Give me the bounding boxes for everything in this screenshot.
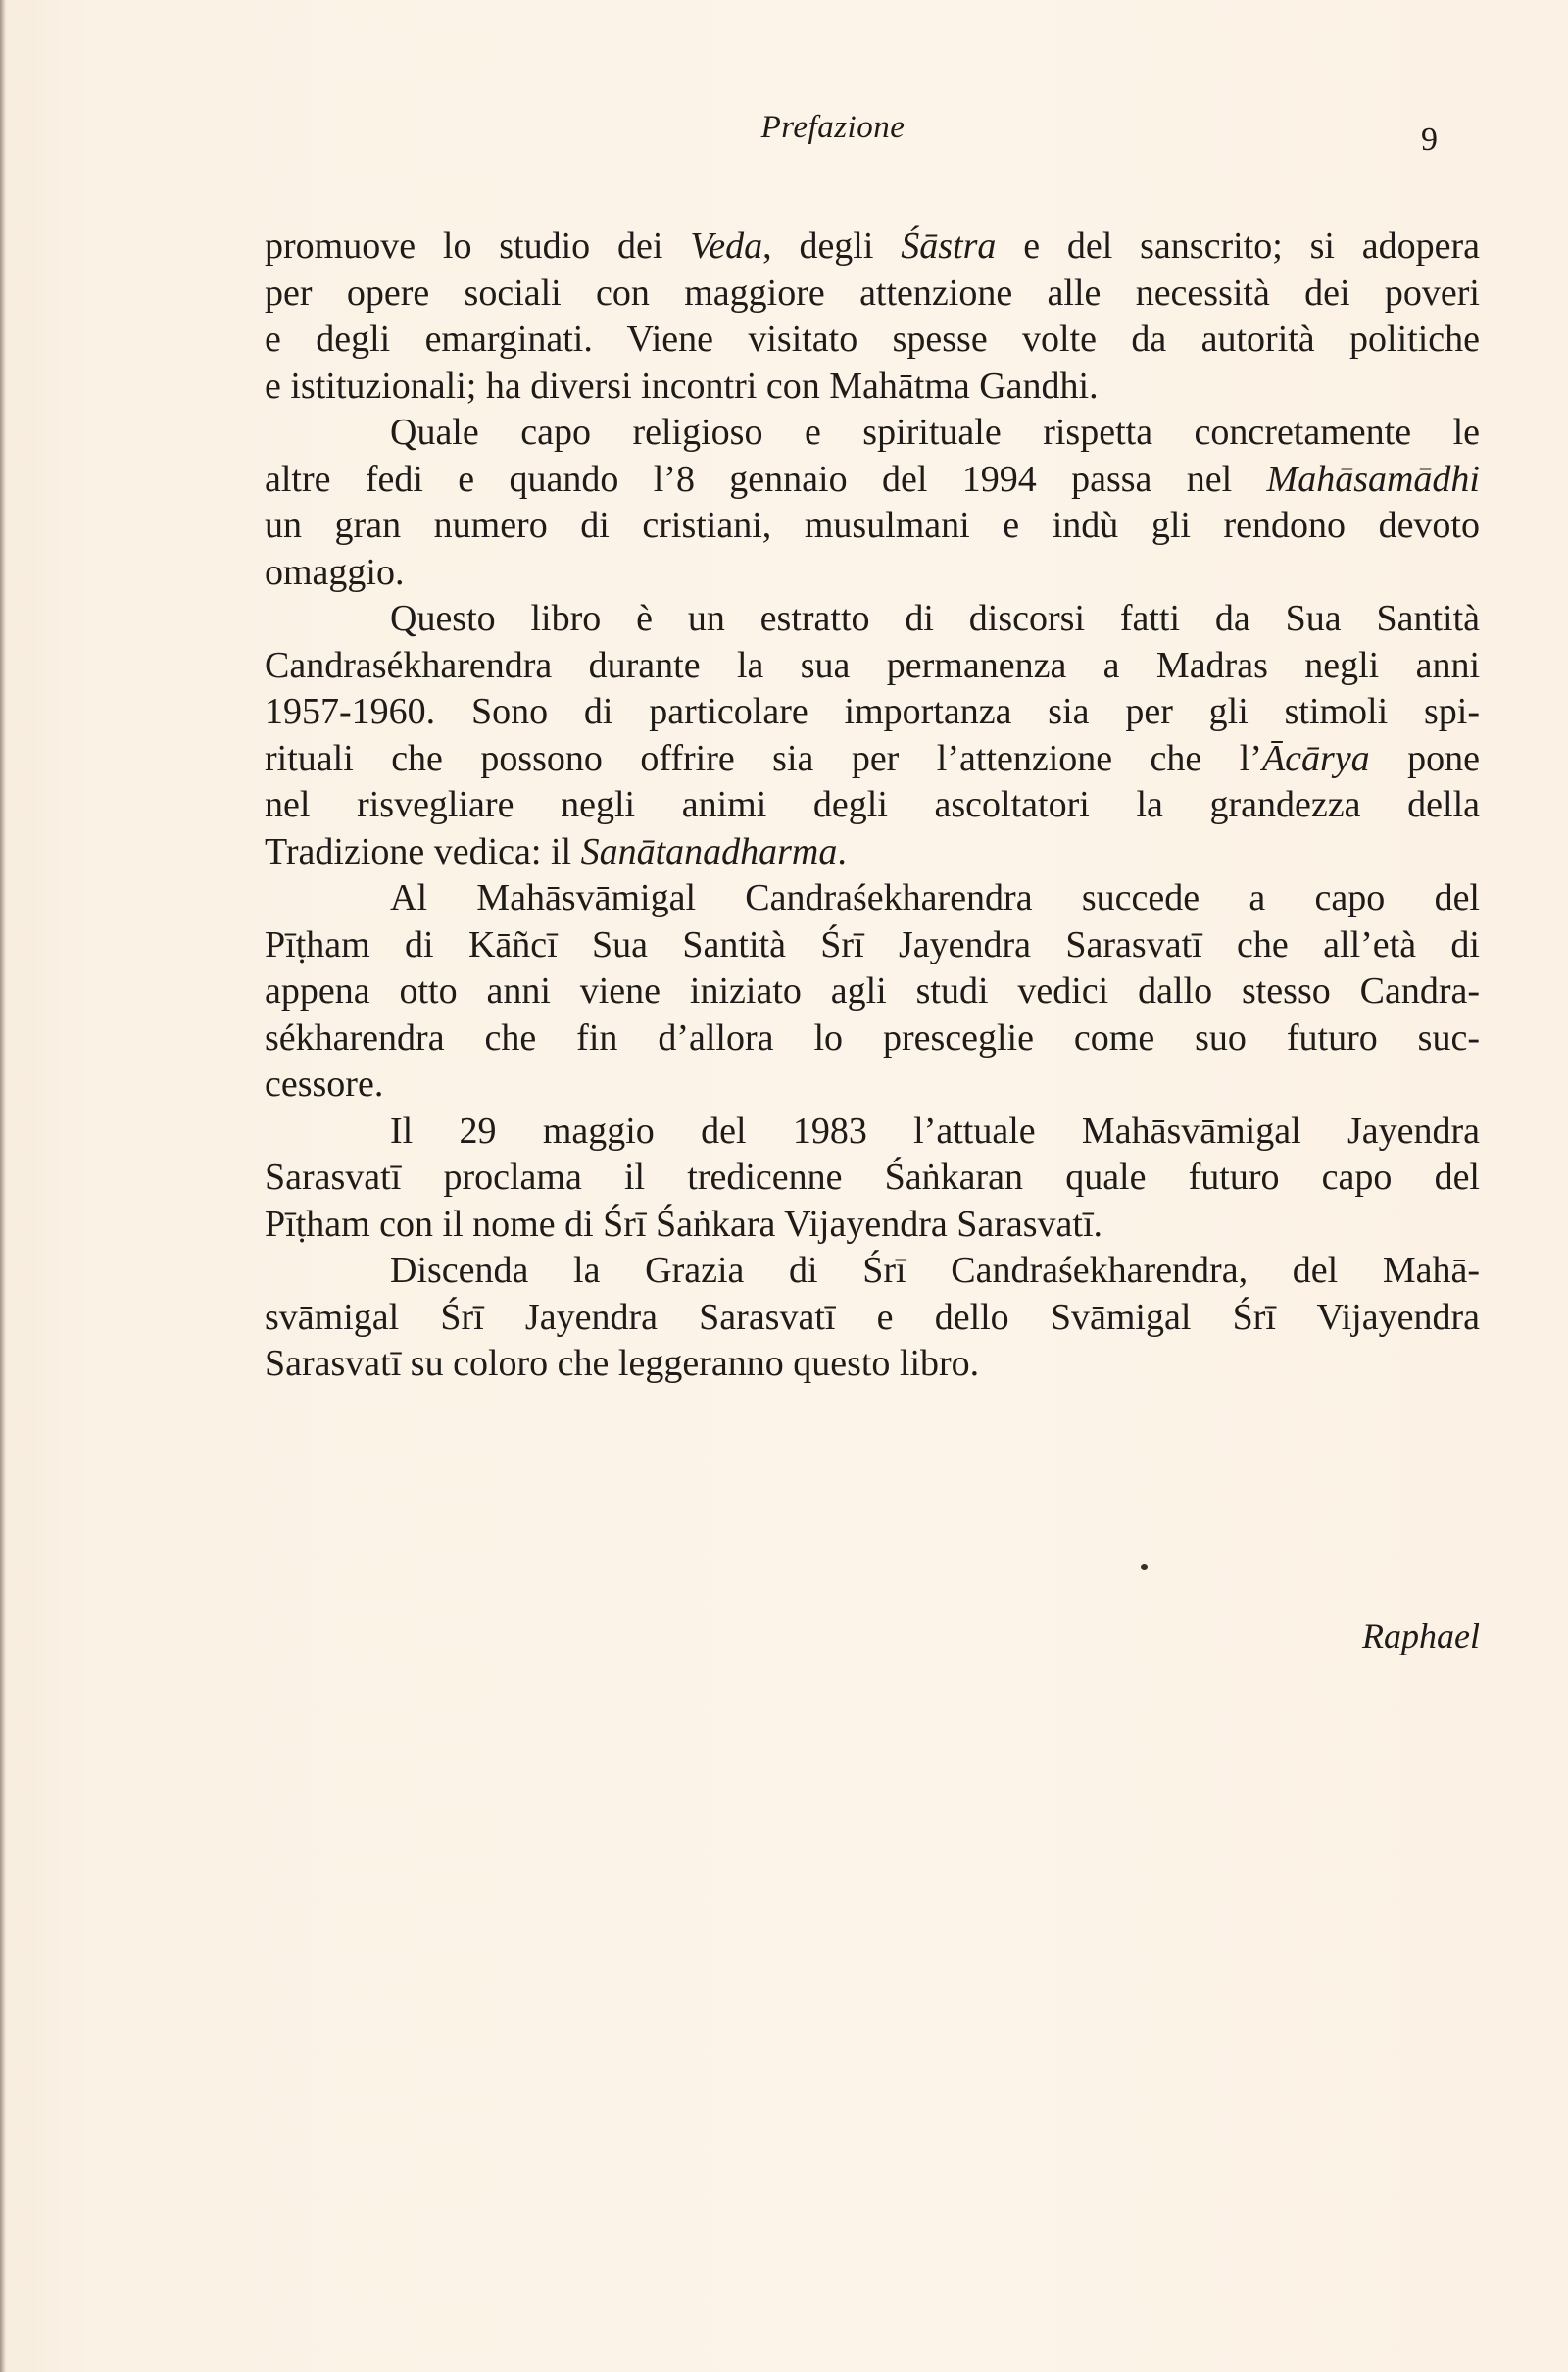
text-line: Discenda la Grazia di Śrī Candraśekharendra, del Mahā- [390, 1250, 1480, 1291]
text-line: svāmigal Śrī Jayendra Sarasvatī e dello Svāmigal Śrī Vijayendra [265, 1296, 1480, 1338]
text-line: Sarasvatī su coloro che leggeranno questo libro. [265, 1343, 980, 1384]
text-line: omaggio. [265, 551, 405, 593]
term-sastra: Śāstra [901, 225, 997, 267]
page-number: 9 [1421, 122, 1438, 158]
text-line: Pīṭham di Kāñcī Sua Santità Śrī Jayendra Sarasvatī che all’età di [265, 923, 1480, 965]
term-veda: Veda [690, 225, 763, 267]
text-line: 1957-1960. Sono di particolare importanza sia per gli stimoli spi- [265, 691, 1480, 732]
text-line: appena otto anni viene iniziato agli studi vedici dallo stesso Candra- [265, 970, 1480, 1012]
text-line: e degli emarginati. Viene visitato spesse volte da autorità politiche [265, 319, 1480, 360]
text-line: rituali che possono offrire sia per l’attenzione che l’Ācārya pone [265, 737, 1480, 779]
text-line: sékharendra che fin d’allora lo presceglie come suo futuro suc- [265, 1016, 1480, 1059]
text-line: e istituzionali; ha diversi incontri con Mahātma Gandhi. [265, 365, 1099, 407]
author-signature: Raphael [1362, 1616, 1480, 1655]
text-line: per opere sociali con maggiore attenzione alle necessità dei poveri [265, 272, 1480, 314]
text-line: Il 29 maggio del 1983 l’attuale Mahāsvāmigal Jayendra [390, 1110, 1480, 1152]
term-sanatanadharma: Sanātanadharma [580, 830, 838, 872]
text-line: Al Mahāsvāmigal Candraśekharendra succede a capo del [390, 877, 1480, 918]
text-line: cessore. [265, 1063, 384, 1105]
running-title: Prefazione [760, 110, 906, 145]
preface-body [265, 223, 1480, 1388]
text-line: un gran numero di cristiani, musulmani e indù gli rendono devoto [265, 505, 1480, 546]
text-line: Sarasvatī proclama il tredicenne Śaṅkaran quale futuro capo del [265, 1157, 1480, 1198]
text-line: Questo libro è un estratto di discorsi fatti da Sua Santità [390, 598, 1480, 639]
term-mahasamadhi: Mahāsamādhi [1266, 458, 1480, 500]
text-line: Tradizione vedica: il Sanātanadharma. [265, 830, 847, 872]
text-line: Quale capo religioso e spirituale rispetta concretamente le [390, 412, 1480, 453]
term-acarya: Ācārya [1261, 737, 1370, 779]
text-line: Pīṭham con il nome di Śrī Śaṅkara Vijayendra Sarasvatī. [265, 1203, 1102, 1245]
text-line: promuove lo studio dei Veda, degli Śāstra e del sanscrito; si adopera [265, 225, 1481, 267]
ink-speck [1141, 1564, 1148, 1570]
binding-shadow [0, 0, 6, 2372]
text-line: Candrasékharendra durante la sua permanenza a Madras negli anni [265, 644, 1480, 686]
text-line: altre fedi e quando l’8 gennaio del 1994 passa nel Mahāsamādhi [265, 458, 1480, 500]
text-line: nel risvegliare negli animi degli ascoltatori la grandezza della [265, 784, 1480, 825]
